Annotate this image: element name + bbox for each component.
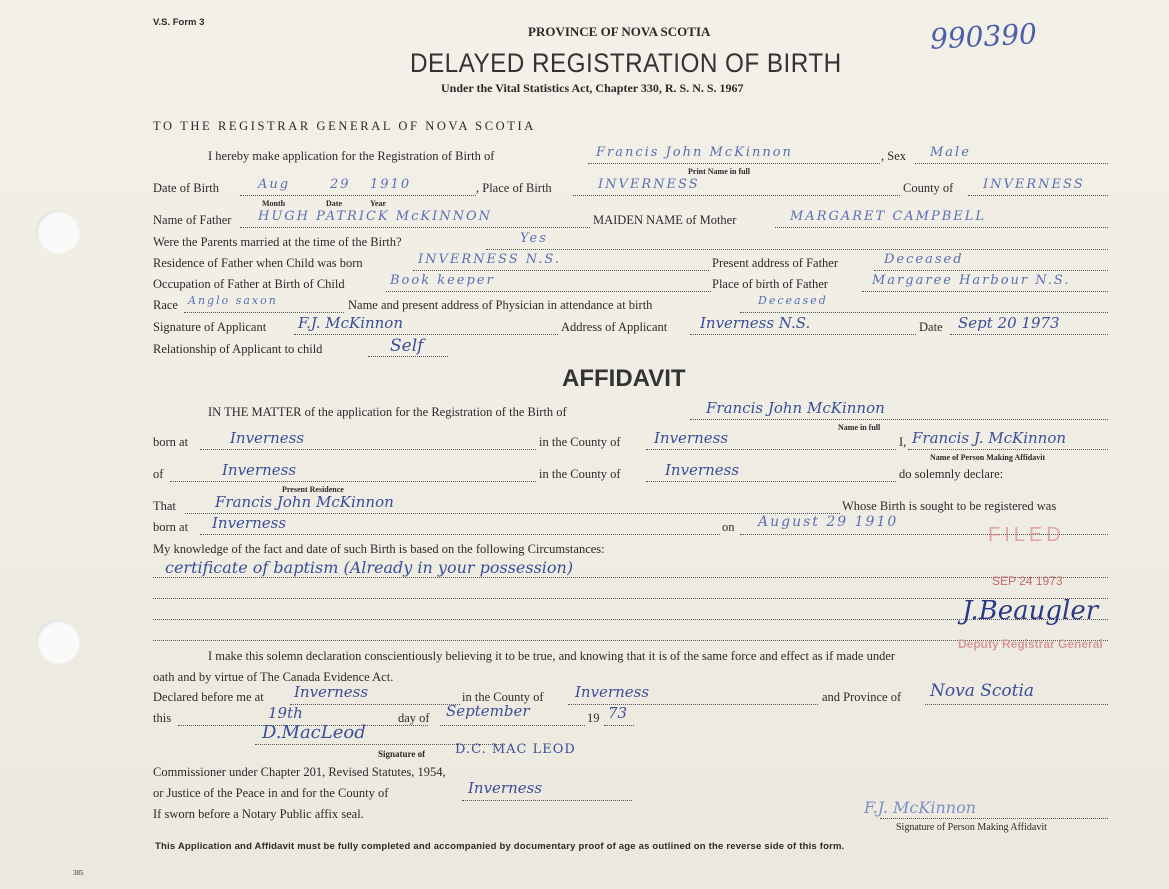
field-line — [170, 481, 536, 482]
label-month: Month — [262, 199, 286, 208]
label-this: this — [153, 711, 172, 725]
county-value: INVERNESS — [983, 177, 1085, 192]
label-in-county-2: in the County of — [462, 690, 544, 704]
form-title: DELAYED REGISTRATION OF BIRTH — [410, 48, 842, 78]
label-i: I, — [899, 435, 907, 449]
field-line — [908, 449, 1108, 450]
commissioner-county-value: Inverness — [468, 779, 543, 797]
label-whose-birth: Whose Birth is sought to be registered was — [842, 499, 1057, 513]
child-name-value: Francis John McKinnon — [596, 145, 793, 160]
label-applicant-address: Address of Applicant — [561, 320, 668, 334]
married-value: Yes — [520, 231, 548, 246]
addressee: TO THE REGISTRAR GENERAL OF NOVA SCOTIA — [153, 119, 536, 133]
year-value: 73 — [608, 704, 628, 722]
label-residence: Residence of Father when Child was born — [153, 256, 363, 270]
label-date-of-birth: Date of Birth — [153, 181, 219, 195]
field-line — [862, 291, 1108, 292]
print-code: 385 — [73, 869, 84, 877]
declaration-text-2: oath and by virtue of The Canada Evidence Act. — [153, 670, 394, 684]
field-line — [925, 704, 1108, 705]
label-deponent: Name of Person Making Affidavit — [930, 453, 1046, 462]
label-born-at: born at — [153, 435, 189, 449]
present-address-value: Deceased — [884, 252, 964, 267]
that-name-value: Francis John McKinnon — [215, 493, 394, 511]
application-date-value: Sept 20 1973 — [958, 314, 1060, 332]
field-line — [240, 227, 590, 228]
born-at-value: Inverness — [230, 429, 305, 447]
deponent-value: Francis J. McKinnon — [912, 429, 1067, 447]
field-line — [200, 449, 536, 450]
commissioner-print-name: D.C. MAC LEOD — [455, 742, 576, 757]
field-line — [646, 481, 896, 482]
registration-number: 990390 — [929, 17, 1038, 56]
label-that: That — [153, 499, 176, 513]
label-mother: MAIDEN NAME of Mother — [593, 213, 737, 227]
label-on: on — [722, 520, 735, 534]
relationship-value: Self — [390, 336, 424, 356]
place-of-birth-value: INVERNESS — [598, 177, 700, 192]
field-line — [604, 725, 634, 726]
father-value: HUGH PATRICK McKINNON — [258, 209, 492, 224]
field-line — [690, 419, 1108, 420]
field-line — [294, 334, 558, 335]
field-line — [568, 704, 818, 705]
declaration-text-1: I make this solemn declaration conscientiously believing it to be true, and knowing that it is of the same force and effect as if made under — [208, 649, 896, 663]
notary-note: If sworn before a Notary Public affix seal. — [153, 807, 364, 821]
field-line — [368, 356, 448, 357]
label-application-date: Date — [919, 320, 943, 334]
label-in-county: in the County of — [539, 467, 621, 481]
field-line — [200, 534, 720, 535]
label-signature-of: Signature of — [378, 749, 426, 759]
declared-at-value: Inverness — [294, 683, 369, 701]
dob-day-value: 29 — [330, 177, 351, 192]
province-value: Nova Scotia — [930, 681, 1035, 701]
label-in-county: in the County of — [539, 435, 621, 449]
sex-value: Male — [930, 145, 971, 160]
label-declare: do solemnly declare: — [899, 467, 1004, 481]
form-subtitle: Under the Vital Statistics Act, Chapter 330, R. S. N. S. 1967 — [441, 81, 744, 95]
label-place-of-birth: , Place of Birth — [476, 181, 552, 195]
field-line — [413, 270, 709, 271]
applicant-address-value: Inverness N.S. — [700, 314, 811, 332]
physician-value: Deceased — [758, 294, 828, 307]
label-name-in-full: Name in full — [838, 423, 881, 432]
label-race: Race — [153, 298, 178, 312]
footer-instructions: This Application and Affidavit must be fully completed and accompanied by documentary proof of age as outlined on the reverse side of this form. — [155, 841, 845, 852]
label-present-address: Present address of Father — [712, 256, 839, 270]
field-line — [915, 163, 1108, 164]
dob-year-value: 1910 — [370, 177, 412, 192]
punch-hole — [36, 620, 80, 664]
label-year: Year — [370, 199, 386, 208]
field-line — [740, 312, 1108, 313]
label-father-birthplace: Place of birth of Father — [712, 277, 828, 291]
mother-value: MARGARET CAMPBELL — [790, 209, 987, 224]
field-line — [690, 334, 916, 335]
residence-value: Inverness — [222, 461, 297, 479]
field-line — [880, 818, 1108, 819]
label-applicant-signature: Signature of Applicant — [153, 320, 267, 334]
born-at2-value: Inverness — [212, 514, 287, 532]
label-father: Name of Father — [153, 213, 232, 227]
county-value: Inverness — [654, 429, 729, 447]
label-declared-before: Declared before me at — [153, 690, 264, 704]
day-value: 19th — [268, 704, 303, 722]
race-value: Anglo saxon — [188, 294, 278, 307]
field-line — [874, 270, 1108, 271]
label-relationship: Relationship of Applicant to child — [153, 342, 323, 356]
field-line — [588, 163, 880, 164]
label-married: Were the Parents married at the time of the Birth? — [153, 235, 402, 249]
field-line — [153, 577, 1108, 578]
label-province: and Province of — [822, 690, 902, 704]
province-heading: PROVINCE OF NOVA SCOTIA — [528, 24, 711, 39]
label-nineteen: 19 — [587, 711, 600, 725]
label-matter: IN THE MATTER of the application for the Registration of the Birth of — [208, 405, 567, 419]
county2-value: Inverness — [665, 461, 740, 479]
affidavit-name-value: Francis John McKinnon — [706, 399, 885, 417]
registrar-office-stamp: Deputy Registrar General — [958, 637, 1103, 651]
filed-stamp: FILED — [988, 524, 1065, 546]
label-sex: , Sex — [881, 149, 906, 163]
label-print-name: Print Name in full — [688, 167, 750, 176]
label-present-residence: Present Residence — [282, 485, 344, 494]
field-line — [386, 291, 711, 292]
father-birthplace-value: Margaree Harbour N.S. — [872, 273, 1071, 288]
dob-month-value: Aug — [258, 177, 291, 192]
label-occupation: Occupation of Father at Birth of Child — [153, 277, 345, 291]
label-county: County of — [903, 181, 954, 195]
label-apply: I hereby make application for the Registration of Birth of — [208, 149, 495, 163]
form-number: V.S. Form 3 — [153, 17, 205, 28]
affidavit-heading: AFFIDAVIT — [562, 365, 686, 392]
commissioner-text-2: or Justice of the Peace in and for the County of — [153, 786, 389, 800]
declared-county-value: Inverness — [575, 683, 650, 701]
punch-hole — [36, 210, 80, 254]
label-born-at-2: born at — [153, 520, 189, 534]
field-line — [440, 725, 585, 726]
circumstances-value: certificate of baptism (Already in your possession) — [165, 558, 574, 577]
month-value: September — [446, 702, 530, 720]
deponent-signature-value: F.J. McKinnon — [864, 798, 976, 817]
applicant-signature-value: F.J. McKinnon — [298, 314, 403, 332]
field-line — [646, 449, 896, 450]
registrar-signature: J.Beaugler — [962, 596, 1099, 626]
label-of: of — [153, 467, 164, 481]
field-line — [462, 800, 632, 801]
born-on-value: August 29 1910 — [758, 514, 899, 530]
field-line — [968, 195, 1108, 196]
label-knowledge: My knowledge of the fact and date of such Birth is based on the following Circumstances: — [153, 542, 605, 556]
label-deponent-signature: Signature of Person Making Affidavit — [896, 822, 1047, 833]
label-date: Date — [326, 199, 342, 208]
filed-date-stamp: SEP 24 1973 — [992, 574, 1063, 588]
residence-value: INVERNESS N.S. — [418, 252, 562, 267]
field-line — [573, 195, 900, 196]
commissioner-signature: D.MacLeod — [262, 722, 366, 743]
label-day-of: day of — [398, 711, 430, 725]
label-physician: Name and present address of Physician in attendance at birth — [348, 298, 653, 312]
field-line — [486, 249, 1108, 250]
field-line — [240, 195, 476, 196]
field-line — [775, 227, 1108, 228]
commissioner-text-1: Commissioner under Chapter 201, Revised Statutes, 1954, — [153, 765, 446, 779]
field-line — [184, 312, 344, 313]
occupation-value: Book keeper — [390, 273, 495, 288]
field-line — [290, 704, 460, 705]
field-line — [950, 334, 1108, 335]
